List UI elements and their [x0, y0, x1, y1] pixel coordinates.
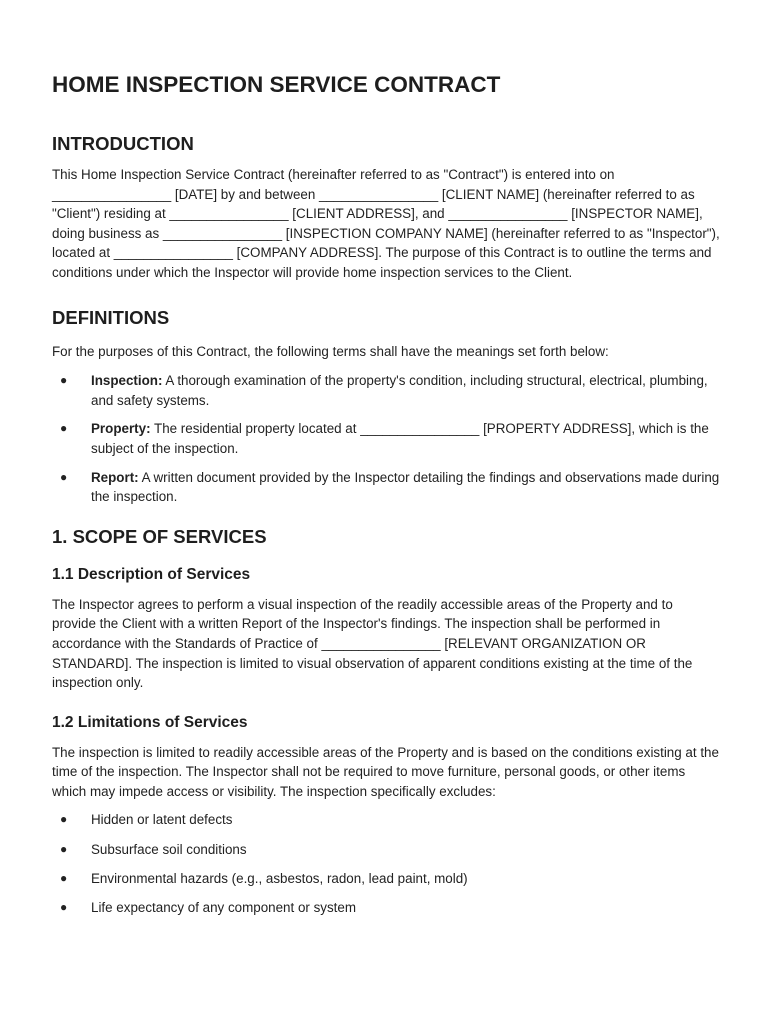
bullet-icon: ● [60, 900, 68, 915]
description-paragraph: The Inspector agrees to perform a visual inspection of the readily accessible areas of the Property and to provide the Client with a written Report of the Inspector's findings. The inspection shall be performed in accordance with the Standards of Practice of ________________ [RELEVANT ORGANIZATION OR STANDARD]. The inspection is limited to visual observation of apparent conditions existing at the time of the inspection only. [52, 596, 693, 691]
definition-text: A thorough examination of the property's condition, including structural, electrical, plumbing, and safety systems. [91, 373, 708, 408]
bullet-icon: ● [60, 469, 68, 484]
bullet-icon: ● [60, 373, 68, 388]
limitations-paragraph: The inspection is limited to readily accessible areas of the Property and is based on the conditions existing at the time of the inspection. The Inspector shall not be required to move furniture, personal goods, or other items which may impede access or visibility. The inspection specifically excludes: [52, 744, 719, 799]
list-item [52, 468, 720, 507]
list-item [52, 840, 720, 860]
exclusions-list [52, 810, 720, 917]
limitations-heading: 1.2 Limitations of Services [52, 713, 248, 731]
introduction-paragraph: This Home Inspection Service Contract (hereinafter referred to as "Contract") is entered into on ________________ [DATE] by and between ________________ [CLIENT NAME] (hereinafter referred to as "Client") residing at ________________ [CLIENT ADDRESS], and ________________ [INSPECTOR NAME], doing business as ________________ [INSPECTION COMPANY NAME] (hereinafter referred to as "Inspector"), located at ________________ [COMPANY ADDRESS]. The purpose of this Contract is to outline the terms and conditions under which the Inspector will provide home inspection services to the Client. [52, 167, 720, 280]
bullet-icon: ● [60, 812, 68, 827]
definition-term: Inspection: [91, 373, 163, 389]
bullet-icon: ● [60, 421, 68, 436]
exclusion-text: Environmental hazards (e.g., asbestos, radon, lead paint, mold) [91, 870, 468, 886]
definitions-heading: DEFINITIONS [52, 306, 170, 328]
list-item [52, 898, 720, 918]
list-item [52, 419, 720, 458]
definition-text: A written document provided by the Inspector detailing the findings and observations made during the inspection. [91, 469, 720, 505]
document-title: HOME INSPECTION SERVICE CONTRACT [52, 72, 501, 97]
list-item [52, 869, 720, 889]
definition-term: Property: [91, 421, 151, 437]
description-heading: 1.1 Description of Services [52, 565, 251, 583]
exclusion-text: Subsurface soil conditions [91, 841, 247, 857]
list-item [52, 371, 720, 410]
exclusion-text: Life expectancy of any component or system [91, 900, 356, 916]
scope-heading: 1. SCOPE OF SERVICES [52, 525, 267, 547]
definitions-intro: For the purposes of this Contract, the following terms shall have the meanings set forth below: [52, 343, 609, 359]
introduction-heading: INTRODUCTION [52, 133, 194, 154]
definitions-list [52, 371, 720, 507]
definition-text: The residential property located at ________________ [PROPERTY ADDRESS], which is the subject of the inspection. [91, 421, 709, 456]
bullet-icon: ● [60, 870, 68, 885]
document-body [52, 70, 720, 927]
bullet-icon: ● [60, 841, 68, 856]
list-item [52, 810, 720, 830]
exclusion-text: Hidden or latent defects [91, 812, 233, 828]
definition-term: Report: [91, 469, 139, 485]
